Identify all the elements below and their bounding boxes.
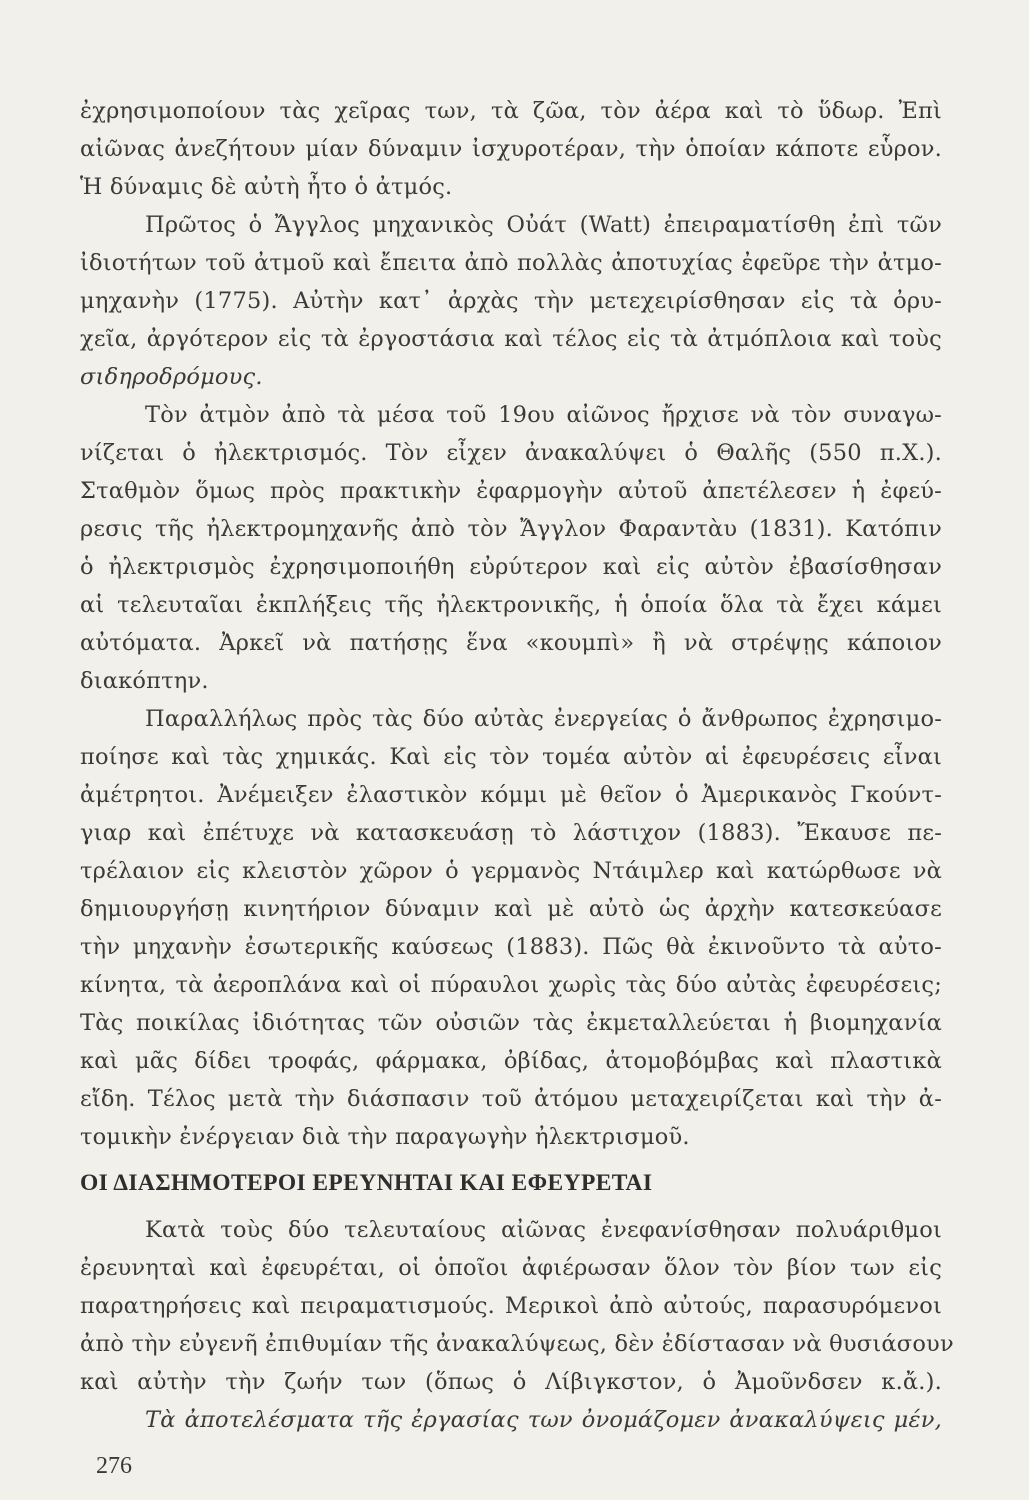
text-line: Τὸν ἀτμὸν ἀπὸ τὰ μέσα τοῦ 19ου αἰῶνος ἤρχισε νὰ τὸν συναγω- — [145, 402, 942, 428]
text-line: αἰῶνας ἀνεζήτουν μίαν δύναμιν ἰσχυροτέραν, τὴν ὁποίαν κάποτε εὗρον. — [80, 136, 942, 162]
page-number: 276 — [96, 1453, 132, 1479]
text-line: τρέλαιον εἰς κλειστὸν χῶρον ὁ γερμανὸς Ντάιμλερ καὶ κατώρθωσε νὰ — [80, 858, 942, 884]
text-line: νίζεται ὁ ἠλεκτρισμός. Τὸν εἶχεν ἀνακαλύψει ὁ Θαλῆς (550 π.Χ.). — [80, 440, 942, 466]
text-line: ποίησε καὶ τὰς χημικάς. Καὶ εἰς τὸν τομέα αὐτὸν αἱ ἐφευρέσεις εἶναι — [80, 744, 942, 770]
text-line: αὐτόματα. Ἀρκεῖ νὰ πατήσῃς ἕνα «κουμπὶ» ἢ νὰ στρέψῃς κάποιον — [80, 630, 942, 656]
text-line: τομικὴν ἐνέργειαν διὰ τὴν παραγωγὴν ἠλεκτρισμοῦ. — [80, 1124, 690, 1150]
text-line: τὴν μηχανὴν ἐσωτερικῆς καύσεως (1883). Πῶς θὰ ἐκινοῦντο τὰ αὐτο- — [80, 934, 942, 960]
text-line: σιδηροδρόμους. — [80, 364, 263, 390]
text-line: παρατηρήσεις καὶ πειραματισμούς. Μερικοὶ ἀπὸ αὐτούς, παρασυρόμενοι — [80, 1293, 942, 1319]
text-line: ρεσις τῆς ἠλεκτρομηχανῆς ἀπὸ τὸν Ἄγγλον Φαραντὰυ (1831). Κατόπιν — [80, 516, 942, 542]
text-line: εἴδη. Τέλος μετὰ τὴν διάσπασιν τοῦ ἀτόμου μεταχειρίζεται καὶ τὴν ἀ- — [80, 1086, 942, 1112]
text-line: γιαρ καὶ ἐπέτυχε νὰ κατασκευάσῃ τὸ λάστιχον (1883). Ἔκαυσε πε- — [80, 820, 942, 846]
text-line: Κατὰ τοὺς δύο τελευταίους αἰῶνας ἐνεφανίσθησαν πολυάριθμοι — [145, 1217, 942, 1243]
text-line: καὶ μᾶς δίδει τροφάς, φάρμακα, ὀβίδας, ἀτομοβόμβας καὶ πλαστικὰ — [80, 1048, 942, 1074]
text-line: μηχανὴν (1775). Αὐτὴν κατ᾽ ἀρχὰς τὴν μετεχειρίσθησαν εἰς τὰ ὀρυ- — [80, 288, 942, 314]
text-line: διακόπτην. — [80, 668, 209, 694]
text-line: Τὰς ποικίλας ἰδιότητας τῶν οὐσιῶν τὰς ἐκμεταλλεύεται ἡ βιομηχανία — [80, 1010, 942, 1036]
text-line: Τὰ ἀποτελέσματα τῆς ἐργασίας των ὀνομάζομεν ἀνακαλύψεις μέν, — [145, 1407, 942, 1433]
text-line: ἀμέτρητοι. Ἀνέμειξεν ἐλαστικὸν κόμμι μὲ θεῖον ὁ Ἀμερικανὸς Γκούντ- — [80, 782, 942, 808]
section-heading: ΟΙ ΔΙΑΣΗΜΟΤΕΡΟΙ ΕΡΕΥΝΗΤΑΙ ΚΑΙ ΕΦΕΥΡΕΤΑΙ — [80, 1170, 653, 1196]
text-line: Σταθμὸν ὅμως πρὸς πρακτικὴν ἐφαρμογὴν αὐτοῦ ἀπετέλεσεν ἡ ἐφεύ- — [80, 478, 942, 504]
text-line: ἰδιοτήτων τοῦ ἀτμοῦ καὶ ἔπειτα ἀπὸ πολλὰς ἀποτυχίας ἐφεῦρε τὴν ἀτμο- — [80, 250, 942, 276]
text-line: Παραλλήλως πρὸς τὰς δύο αὐτὰς ἐνεργείας ὁ ἄνθρωπος ἐχρησιμο- — [145, 706, 942, 732]
text-line: χεῖα, ἀργότερον εἰς τὰ ἐργοστάσια καὶ τέλος εἰς τὰ ἀτμόπλοια καὶ τοὺς — [80, 326, 942, 352]
text-line: ὁ ἠλεκτρισμὸς ἐχρησιμοποιήθη εὐρύτερον καὶ εἰς αὐτὸν ἐβασίσθησαν — [80, 554, 942, 580]
text-line: καὶ αὐτὴν τὴν ζωήν των (ὅπως ὁ Λίβιγκστον, ὁ Ἀμοῦνδσεν κ.ἄ.). — [80, 1369, 942, 1395]
text-line: Πρῶτος ὁ Ἄγγλος μηχανικὸς Οὐάτ (Watt) ἐπειραματίσθη ἐπὶ τῶν — [145, 212, 942, 238]
text-line: δημιουργήσῃ κινητήριον δύναμιν καὶ μὲ αὐτὸ ὡς ἀρχὴν κατεσκεύασε — [80, 896, 942, 922]
text-line: ἐχρησιμοποίουν τὰς χεῖρας των, τὰ ζῶα, τὸν ἀέρα καὶ τὸ ὕδωρ. Ἐπὶ — [80, 98, 942, 124]
text-line: κίνητα, τὰ ἀεροπλάνα καὶ οἱ πύραυλοι χωρὶς τὰς δύο αὐτὰς ἐφευρέσεις; — [80, 972, 942, 998]
text-line: ἀπὸ τὴν εὐγενῆ ἐπιθυμίαν τῆς ἀνακαλύψεως, δὲν ἐδίστασαν νὰ θυσιάσουν — [80, 1331, 954, 1357]
text-line: αἱ τελευταῖαι ἐκπλήξεις τῆς ἠλεκτρονικῆς, ἡ ὁποία ὅλα τὰ ἔχει κάμει — [80, 592, 942, 618]
text-line: Ἡ δύναμις δὲ αὐτὴ ἦτο ὁ ἀτμός. — [80, 174, 453, 200]
text-line: ἐρευνηταὶ καὶ ἐφευρέται, οἱ ὁποῖοι ἀφιέρωσαν ὅλον τὸν βίον των εἰς — [80, 1255, 942, 1281]
